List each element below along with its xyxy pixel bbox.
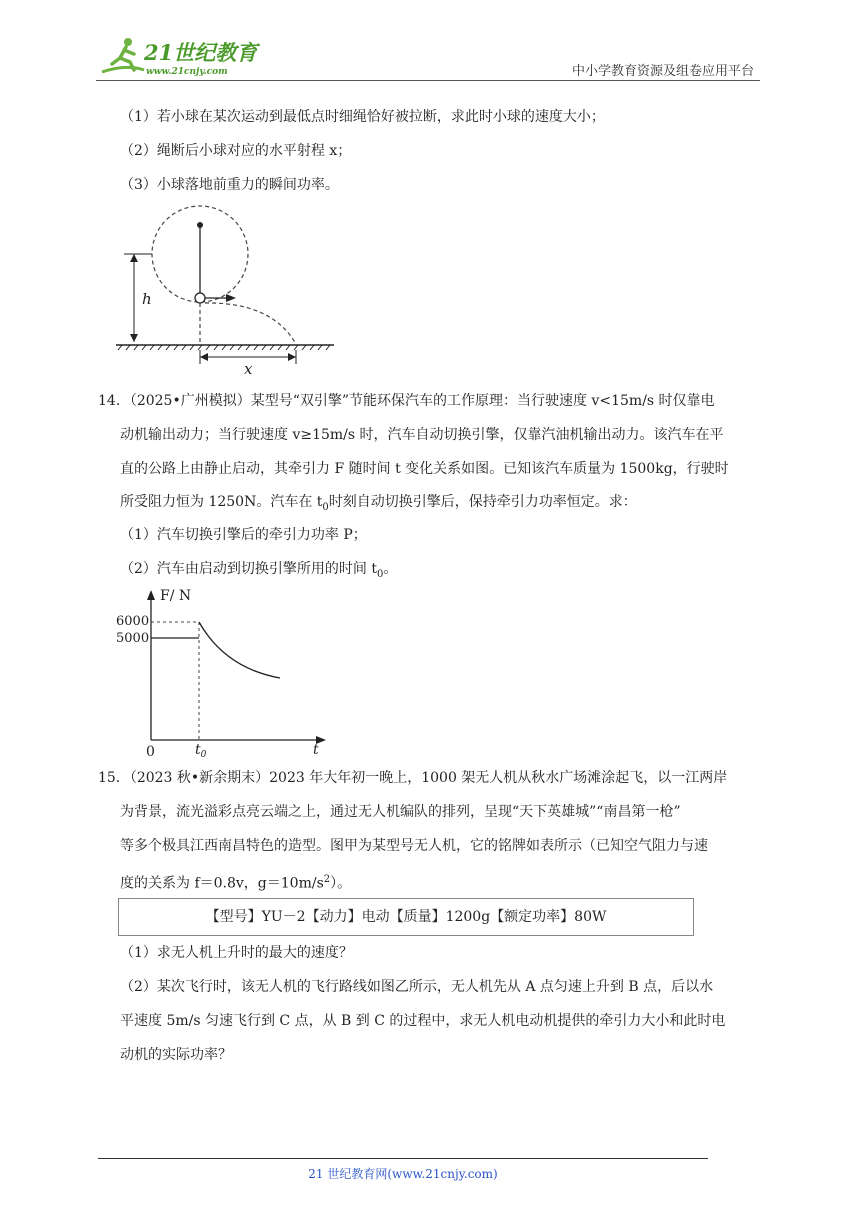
ball: [195, 293, 205, 303]
q15-line2: 为背景，流光溢彩点亮云端之上，通过无人机编队的排列，呈现“天下英雄城”“南昌第一枪”: [120, 804, 681, 820]
y-axis-arrow: [147, 590, 155, 600]
pendulum-figure: [112, 202, 342, 378]
q13-part1: （1）若小球在某次运动到最低点时细绳恰好被拉断，求此时小球的速度大小；: [120, 109, 605, 125]
decay-curve: [199, 622, 280, 678]
platform-name: 中小学教育资源及组卷应用平台: [571, 64, 754, 79]
footer-link[interactable]: 21 世纪教育网(www.21cnjy.com): [308, 1167, 498, 1181]
site-logo: [96, 34, 266, 78]
q15-line1: 15．（2023 秋•新余期末）2023 年大年初一晚上，1000 架无人机从秋水广场滩涂起飞，以一江两岸: [98, 770, 728, 786]
q14-line1: 14．（2025•广州模拟）某型号“双引擎”节能环保汽车的工作原理：当行驶速度 v<15m/s 时仅靠电: [98, 393, 715, 409]
q14-line4: 所受阻力恒为 1250N。汽车在 $t_0$时刻自动切换引擎后，保持牵引力功率恒定。求：: [120, 494, 637, 513]
x-axis-label: t: [313, 742, 319, 758]
h-label: h: [142, 290, 152, 308]
footer-divider: [98, 1158, 708, 1159]
t0-label: $t_0$: [195, 742, 207, 760]
q14-line2: 动机输出动力；当行驶速度 v≥15m/s 时，汽车自动切换引擎，仅靠汽油机输出动力。该汽车在平: [120, 427, 724, 443]
q15-part2-line1: （2）某次飞行时，该无人机的飞行路线如图乙所示，无人机先从 A 点匀速上升到 B 点，后以水: [120, 979, 714, 995]
logo-url: www.21cnjy.com: [146, 67, 228, 77]
ground-hatch: [118, 345, 330, 350]
q15-part1: （1）求无人机上升时的最大的速度？: [120, 945, 353, 961]
q13-part3: （3）小球落地前重力的瞬间功率。: [120, 177, 339, 193]
header-divider: [96, 80, 760, 81]
q14-part1: （1）汽车切换引擎后的牵引力功率 P；: [120, 527, 367, 543]
y-tick-5000: 5000: [116, 631, 150, 646]
q15-part2-line2: 平速度 5m/s 匀速飞行到 C 点，从 B 到 C 的过程中，求无人机电动机提供的牵引力大小和此时电: [120, 1013, 726, 1029]
logo-graphic: [96, 34, 266, 78]
y-axis-label: F/ N: [160, 588, 192, 604]
logo-text: 21世纪教育: [144, 40, 258, 65]
q15-line4: 度的关系为 f＝0.8v，$g=10m/s^2$）。: [120, 874, 352, 892]
q14-part2: （2）汽车由启动到切换引擎所用的时间 $t_0$。: [120, 561, 398, 580]
trajectory: [205, 303, 296, 344]
q14-line3: 直的公路上由静止启动，其牵引力 F 随时间 t 变化关系如图。已知该汽车质量为 1500kg，行驶时: [120, 461, 729, 477]
y-tick-6000: 6000: [116, 614, 150, 629]
q15-line3: 等多个极具江西南昌特色的造型。图甲为某型号无人机，它的铭牌如表所示（已知空气阻力与速: [120, 838, 708, 854]
arrow-head: [226, 294, 236, 302]
drone-spec-plate: 【型号】YU－2【动力】电动【质量】1200g【额定功率】80W: [118, 898, 694, 936]
force-time-chart: [110, 580, 340, 760]
q13-part2: （2）绳断后小球对应的水平射程 x；: [120, 143, 352, 159]
origin-label: 0: [146, 744, 155, 760]
q15-part2-line3: 动机的实际功率？: [120, 1047, 232, 1063]
x-label: x: [244, 360, 253, 378]
